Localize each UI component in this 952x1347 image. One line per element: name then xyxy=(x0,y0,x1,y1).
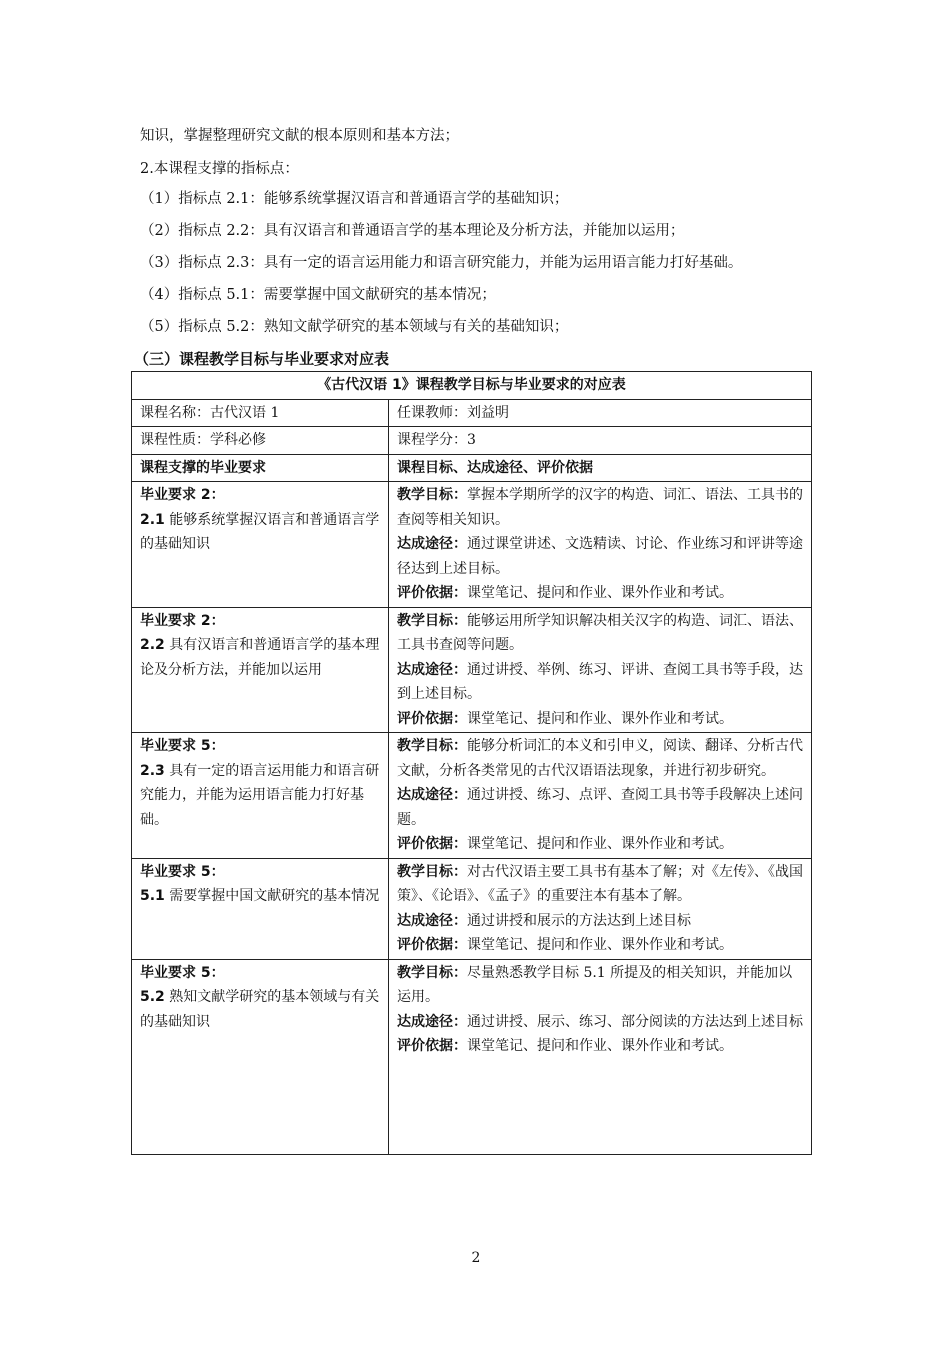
course-credits: 课程学分：3 xyxy=(389,427,812,455)
evaluation-basis xyxy=(397,581,803,606)
indicator-item: （3）指标点 2.3：具有一定的语言运用能力和语言研究能力，并能为运用语言能力打好基础。 xyxy=(140,255,743,271)
evaluation-basis xyxy=(397,1034,803,1059)
table-title: 《古代汉语 1》课程教学目标与毕业要求的对应表 xyxy=(132,372,812,400)
eval-text: 课堂笔记、提问和作业、课外作业和考试。 xyxy=(467,585,733,601)
objective-cell xyxy=(389,482,812,608)
indicator-number: 5.2 xyxy=(140,989,165,1005)
eval-label: 评价依据： xyxy=(397,1038,467,1054)
achievement-path xyxy=(397,658,803,707)
path-text: 通过讲授、展示、练习、部分阅读的方法达到上述目标 xyxy=(467,1013,803,1030)
goal-label: 教学目标： xyxy=(397,863,467,880)
teaching-goal xyxy=(397,961,803,1010)
requirement-label: 毕业要求 5： xyxy=(140,964,225,981)
evaluation-basis xyxy=(397,707,803,732)
eval-text: 课堂笔记、提问和作业、课外作业和考试。 xyxy=(467,836,733,852)
achievement-path xyxy=(397,532,803,581)
indicator-description xyxy=(140,985,380,1034)
course-nature: 课程性质：学科必修 xyxy=(132,427,389,455)
indicator-text: 具有一定的语言运用能力和语言研究能力，并能为运用语言能力打好基础。 xyxy=(140,762,380,828)
objective-cell xyxy=(389,733,812,859)
goal-label: 教学目标： xyxy=(397,738,467,754)
path-text: 通过讲授和展示的方法达到上述目标 xyxy=(467,912,691,929)
objectives-table xyxy=(131,371,812,1155)
eval-text: 课堂笔记、提问和作业、课外作业和考试。 xyxy=(467,1038,733,1054)
indicator-text: 具有汉语言和普通语言学的基本理论及分析方法，并能加以运用 xyxy=(140,637,380,678)
eval-label: 评价依据： xyxy=(397,585,467,601)
evaluation-basis xyxy=(397,832,803,857)
table-row xyxy=(132,482,812,608)
eval-text: 课堂笔记、提问和作业、课外作业和考试。 xyxy=(467,710,733,727)
table-title-row xyxy=(132,372,812,400)
page-number: 2 xyxy=(471,1250,481,1266)
table-header-row xyxy=(132,454,812,482)
table-row xyxy=(132,959,812,1154)
goal-text: 尽量熟悉教学目标 5.1 所提及的相关知识，并能加以运用。 xyxy=(397,964,793,1005)
path-text: 通过讲授、举例、练习、评讲、查阅工具书等手段，达到上述目标。 xyxy=(397,661,803,702)
eval-label: 评价依据： xyxy=(397,836,467,852)
indicator-description xyxy=(140,633,380,682)
teaching-goal xyxy=(397,734,803,783)
indicator-description xyxy=(140,759,380,833)
goal-label: 教学目标： xyxy=(397,612,467,629)
indicator-item: （5）指标点 5.2：熟知文献学研究的基本领域与有关的基础知识； xyxy=(140,319,569,335)
requirement-cell xyxy=(132,858,389,959)
indicator-number: 5.1 xyxy=(140,888,165,904)
table-row xyxy=(132,858,812,959)
indicator-text: 熟知文献学研究的基本领域与有关的基础知识 xyxy=(140,989,380,1030)
table-row xyxy=(132,399,812,427)
table-row xyxy=(132,733,812,859)
indicator-text: 需要掌握中国文献研究的基本情况 xyxy=(164,888,380,904)
indicator-number: 2.3 xyxy=(140,762,165,779)
goal-text: 能够运用所学知识解决相关汉字的构造、词汇、语法、工具书查阅等问题。 xyxy=(397,612,803,653)
evaluation-basis xyxy=(397,933,803,958)
requirement-cell xyxy=(132,607,389,733)
indicator-item: （2）指标点 2.2：具有汉语言和普通语言学的基本理论及分析方法，并能加以运用； xyxy=(140,223,685,239)
indicator-item: （4）指标点 5.1：需要掌握中国文献研究的基本情况； xyxy=(140,287,496,303)
indicator-description xyxy=(140,508,380,557)
eval-label: 评价依据： xyxy=(397,710,467,727)
requirement-label: 毕业要求 5： xyxy=(140,738,225,754)
indicator-text: 能够系统掌握汉语言和普通语言学的基础知识 xyxy=(140,511,380,552)
requirement-label: 毕业要求 5： xyxy=(140,863,225,880)
goal-label: 教学目标： xyxy=(397,487,467,503)
objective-cell xyxy=(389,607,812,733)
requirement-cell xyxy=(132,959,389,1154)
column-header-objectives: 课程目标、达成途径、评价依据 xyxy=(389,454,812,482)
path-text: 通过讲授、练习、点评、查阅工具书等手段解决上述问题。 xyxy=(397,787,803,828)
path-label: 达成途径： xyxy=(397,536,467,552)
requirement-cell xyxy=(132,733,389,859)
requirement-cell xyxy=(132,482,389,608)
goal-label: 教学目标： xyxy=(397,964,467,981)
achievement-path xyxy=(397,783,803,832)
table-row xyxy=(132,427,812,455)
path-label: 达成途径： xyxy=(397,787,467,803)
goal-text: 能够分析词汇的本义和引申义，阅读、翻译、分析古代文献，分析各类常见的古代汉语语法现象，并进行初步研究。 xyxy=(397,738,803,779)
course-teacher: 任课教师：刘益明 xyxy=(389,399,812,427)
section-heading: （三）课程教学目标与毕业要求对应表 xyxy=(134,350,390,368)
eval-label: 评价依据： xyxy=(397,937,467,953)
objective-cell xyxy=(389,959,812,1154)
indicator-number: 2.1 xyxy=(140,511,165,528)
teaching-goal xyxy=(397,860,803,909)
intro-line-1: 知识，掌握整理研究文献的根本原则和基本方法； xyxy=(140,128,459,144)
indicator-item: （1）指标点 2.1：能够系统掌握汉语言和普通语言学的基础知识； xyxy=(140,191,569,207)
path-label: 达成途径： xyxy=(397,661,467,678)
indicator-description xyxy=(140,884,380,909)
path-text: 通过课堂讲述、文选精读、讨论、作业练习和评讲等途径达到上述目标。 xyxy=(397,536,803,577)
path-label: 达成途径： xyxy=(397,912,467,929)
requirement-label: 毕业要求 2： xyxy=(140,487,225,503)
course-name: 课程名称：古代汉语 1 xyxy=(132,399,389,427)
requirement-label: 毕业要求 2： xyxy=(140,612,225,629)
path-label: 达成途径： xyxy=(397,1013,467,1030)
table-row xyxy=(132,607,812,733)
goal-text: 对古代汉语主要工具书有基本了解；对《左传》、《战国策》、《论语》、《孟子》的重要注本有基本了解。 xyxy=(397,863,803,904)
indicator-number: 2.2 xyxy=(140,637,165,653)
intro-line-2: 2.本课程支撑的指标点： xyxy=(140,161,299,177)
column-header-requirements: 课程支撑的毕业要求 xyxy=(132,454,389,482)
eval-text: 课堂笔记、提问和作业、课外作业和考试。 xyxy=(467,937,733,953)
teaching-goal xyxy=(397,609,803,658)
objective-cell xyxy=(389,858,812,959)
goal-text: 掌握本学期所学的汉字的构造、词汇、语法、工具书的查阅等相关知识。 xyxy=(397,487,803,528)
teaching-goal xyxy=(397,483,803,532)
achievement-path xyxy=(397,909,803,934)
achievement-path xyxy=(397,1010,803,1035)
